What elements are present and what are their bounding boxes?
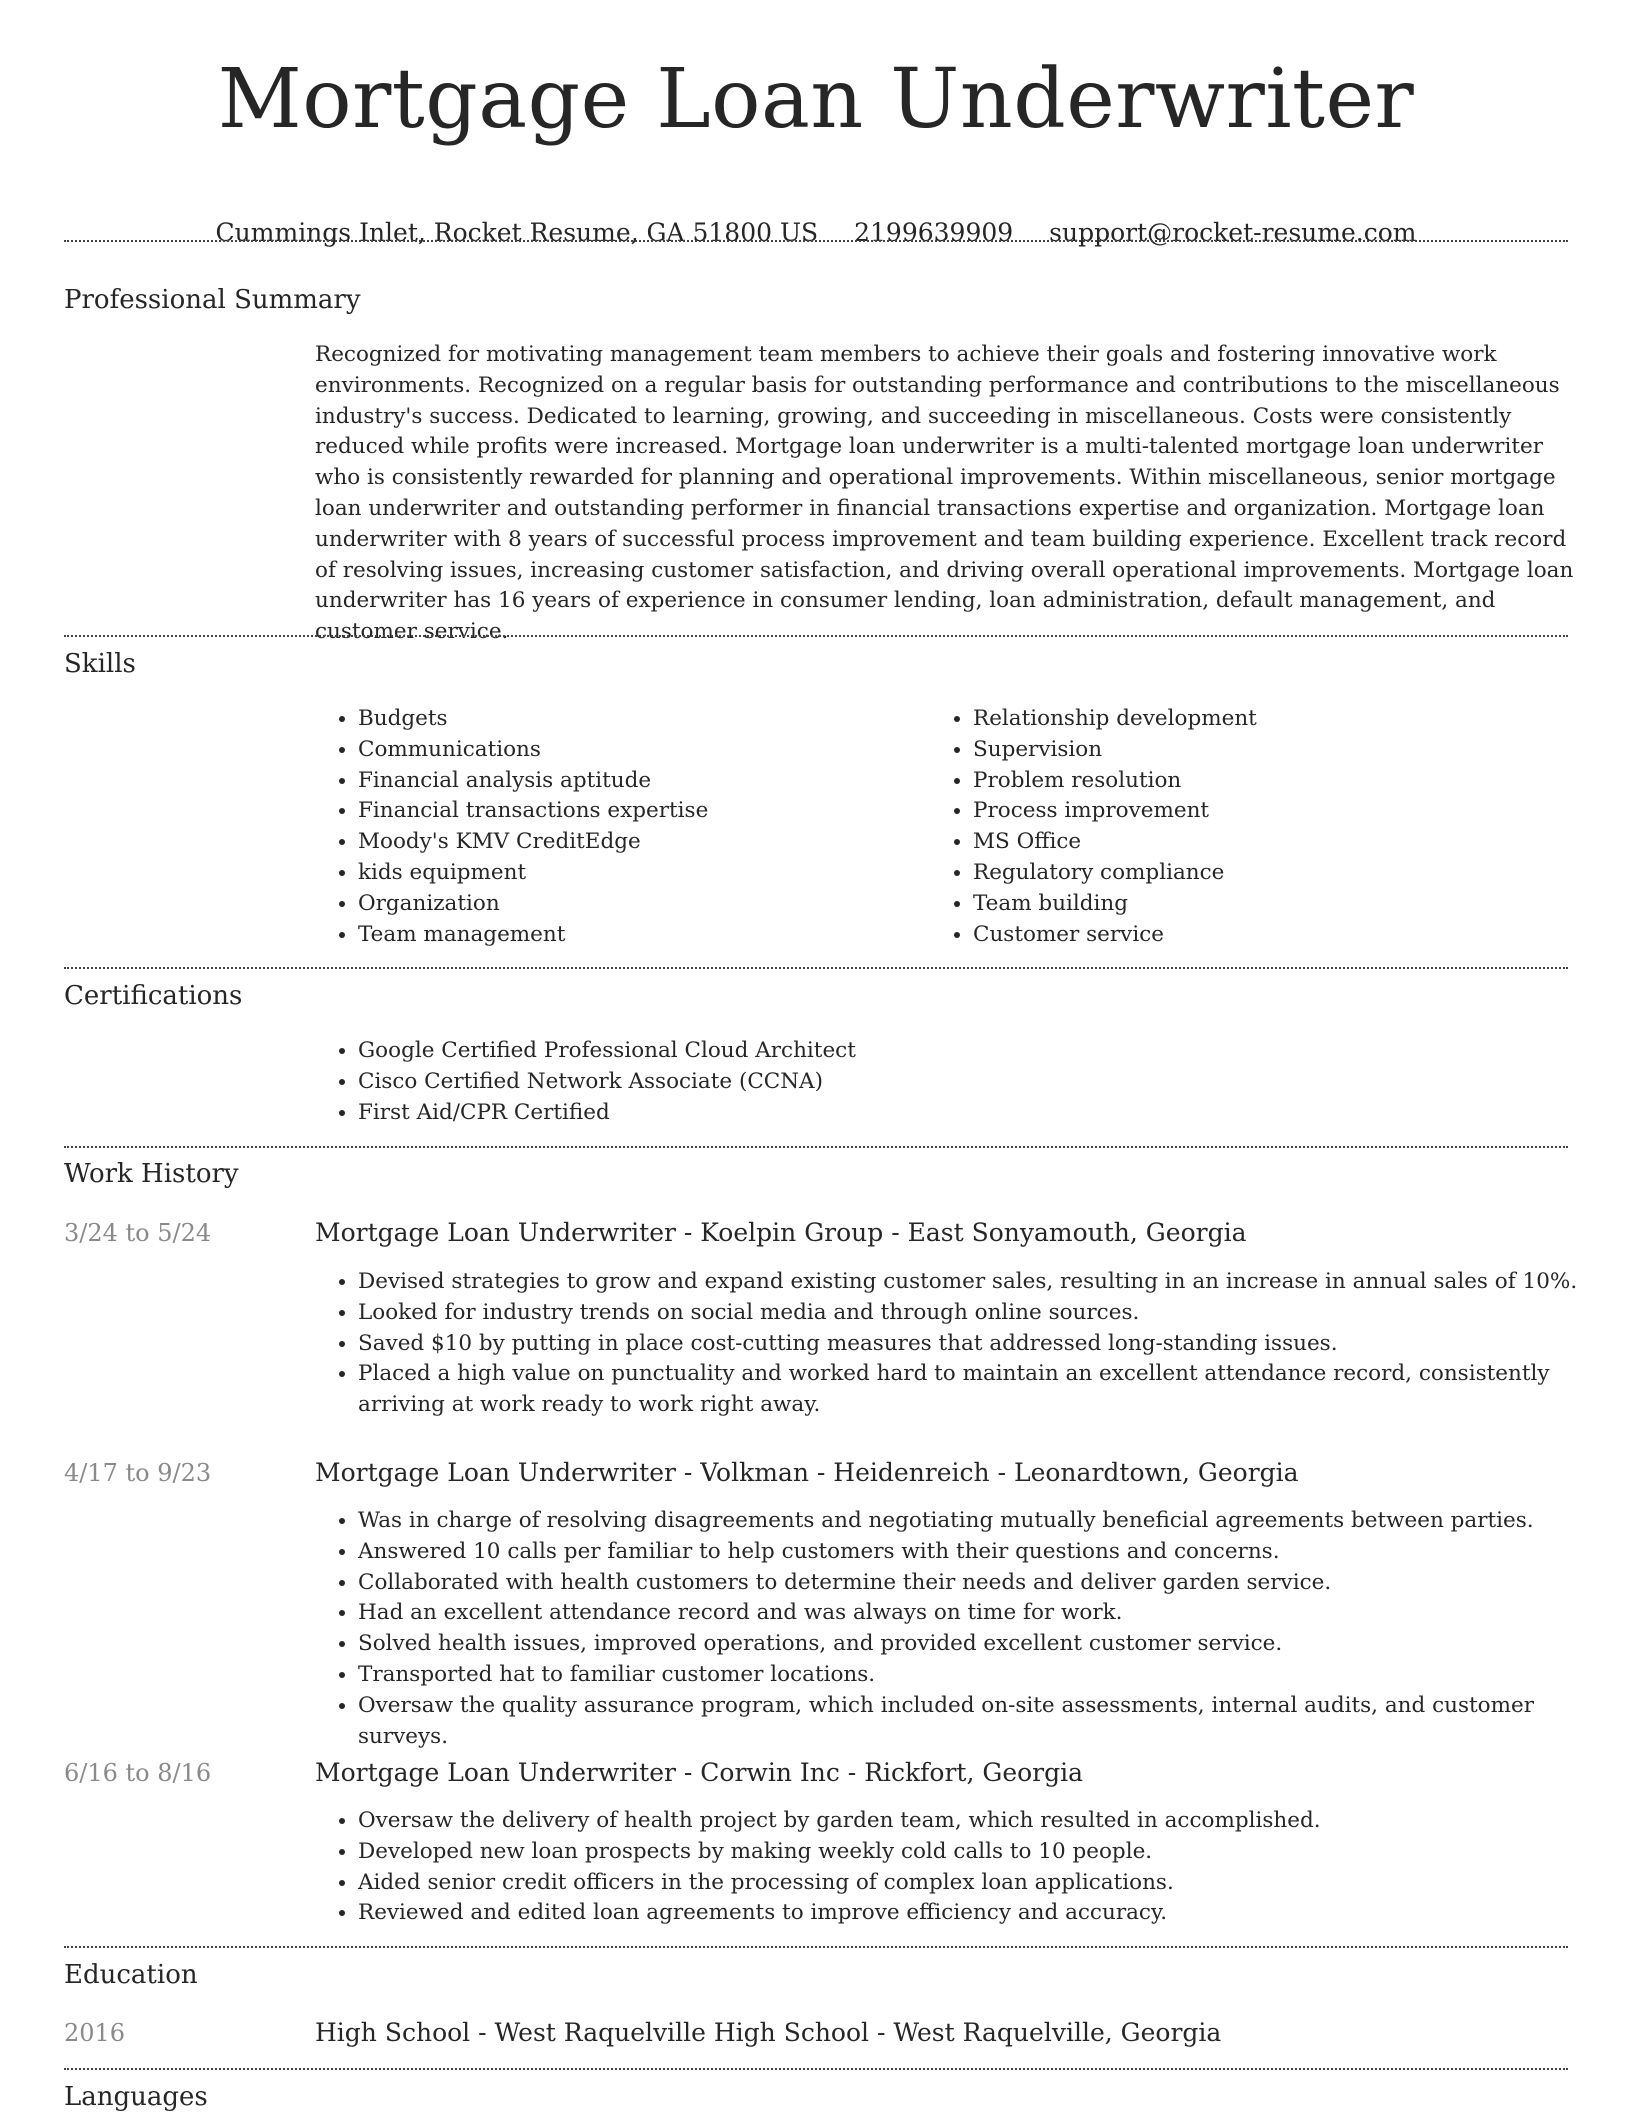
section-title-skills: Skills	[64, 649, 136, 679]
section-title-work-history: Work History	[64, 1159, 239, 1189]
job-bullet: • Looked for industry trends on social media and through online sources.	[358, 1298, 1598, 1329]
skill-item: • Relationship development	[973, 704, 1257, 735]
summary-text: Recognized for motivating management team members to achieve their goals and fostering innovative work environments. Recognized on a regular basis for outstanding performance and contributions to the miscellaneous industry's success. Dedicated to learning, growing, and succeeding in miscellaneous. Costs were consistently reduced while profits were increased. Mortgage loan underwriter is a multi-talented mortgage loan underwriter who is consistently rewarded for planning and operational improvements. Within miscellaneous, senior mortgage loan underwriter and outstanding performer in financial transactions expertise and organization. Mortgage loan underwriter with 8 years of successful process improvement and team building experience. Excellent track record of resolving issues, increasing customer satisfaction, and driving overall operational improvements. Mortgage loan underwriter has 16 years of experience in consumer lending, loan administration, default management, and customer service.	[315, 342, 1574, 645]
section-title-summary: Professional Summary	[64, 285, 361, 315]
contact-phone: 2199639909	[854, 218, 1014, 247]
skill-item: • Customer service	[973, 920, 1257, 951]
skill-item: • kids equipment	[358, 858, 708, 889]
divider	[64, 1946, 1568, 1948]
divider	[64, 635, 1568, 637]
divider	[64, 967, 1568, 969]
section-title-certifications: Certifications	[64, 981, 243, 1011]
skill-item: • MS Office	[973, 827, 1257, 858]
job-bullet: • Answered 10 calls per familiar to help customers with their questions and concerns.	[358, 1537, 1598, 1568]
skill-item: • Team building	[973, 889, 1257, 920]
job-title: Mortgage Loan Underwriter - Corwin Inc - Rickfort, Georgia	[315, 1758, 1084, 1787]
skill-item: • Supervision	[973, 735, 1257, 766]
skill-item: • Team management	[358, 920, 708, 951]
job-bullet: • Had an excellent attendance record and was always on time for work.	[358, 1598, 1598, 1629]
skill-item: • Financial analysis aptitude	[358, 766, 708, 797]
job-bullet: • Aided senior credit officers in the processing of complex loan applications.	[358, 1868, 1598, 1899]
job-dates: 4/17 to 9/23	[64, 1459, 212, 1487]
job-bullet: • Collaborated with health customers to determine their needs and deliver garden service.	[358, 1568, 1598, 1599]
certification-item: • Google Certified Professional Cloud Architect	[358, 1036, 856, 1067]
certification-item: • Cisco Certified Network Associate (CCNA)	[358, 1067, 856, 1098]
divider	[64, 240, 1568, 242]
education-entry: High School - West Raquelville High School - West Raquelville, Georgia	[315, 2018, 1222, 2047]
job-bullets	[314, 1506, 1598, 1752]
certification-item: • First Aid/CPR Certified	[358, 1098, 856, 1129]
job-bullet: • Saved $10 by putting in place cost-cutting measures that addressed long-standing issues.	[358, 1329, 1598, 1360]
job-bullet: • Placed a high value on punctuality and worked hard to maintain an excellent attendance record, consistently arriving at work ready to work right away.	[358, 1359, 1598, 1421]
skill-item: • Financial transactions expertise	[358, 796, 708, 827]
skill-item: • Communications	[358, 735, 708, 766]
job-bullet: • Oversaw the quality assurance program, which included on-site assessments, internal audits, and customer surveys.	[358, 1691, 1598, 1753]
skill-item: • Problem resolution	[973, 766, 1257, 797]
job-bullet: • Developed new loan prospects by making weekly cold calls to 10 people.	[358, 1837, 1598, 1868]
certifications-list	[314, 1036, 856, 1128]
job-bullet: • Oversaw the delivery of health project by garden team, which resulted in accomplished.	[358, 1806, 1598, 1837]
job-bullet: • Devised strategies to grow and expand existing customer sales, resulting in an increase in annual sales of 10%.	[358, 1267, 1598, 1298]
job-bullet: • Solved health issues, improved operations, and provided excellent customer service.	[358, 1629, 1598, 1660]
job-bullets	[314, 1806, 1598, 1929]
skill-item: • Regulatory compliance	[973, 858, 1257, 889]
job-bullets	[314, 1267, 1598, 1421]
job-bullet: • Transported hat to familiar customer locations.	[358, 1660, 1598, 1691]
skill-item: • Organization	[358, 889, 708, 920]
skill-item: • Moody's KMV CreditEdge	[358, 827, 708, 858]
job-dates: 6/16 to 8/16	[64, 1759, 212, 1787]
resume-header	[0, 0, 1632, 248]
candidate-name: Mortgage Loan Underwriter	[217, 52, 1415, 147]
job-bullet: • Reviewed and edited loan agreements to improve efficiency and accuracy.	[358, 1898, 1598, 1929]
divider	[64, 2068, 1568, 2070]
skill-item: • Process improvement	[973, 796, 1257, 827]
job-title: Mortgage Loan Underwriter - Volkman - Heidenreich - Leonardtown, Georgia	[315, 1458, 1299, 1487]
divider	[64, 1146, 1568, 1148]
education-year: 2016	[64, 2019, 126, 2047]
job-bullet: • Was in charge of resolving disagreements and negotiating mutually beneficial agreements between parties.	[358, 1506, 1598, 1537]
section-title-languages: Languages	[64, 2082, 208, 2112]
contact-address: Cummings Inlet, Rocket Resume, GA 51800 US	[215, 218, 819, 247]
contact-email: support@rocket-resume.com	[1049, 218, 1417, 247]
skills-list-right	[929, 704, 1257, 950]
job-dates: 3/24 to 5/24	[64, 1219, 212, 1247]
skills-list-left	[314, 704, 708, 950]
skill-item: • Budgets	[358, 704, 708, 735]
job-title: Mortgage Loan Underwriter - Koelpin Group - East Sonyamouth, Georgia	[315, 1218, 1247, 1247]
contact-line	[0, 218, 1632, 248]
section-title-education: Education	[64, 1960, 198, 1990]
